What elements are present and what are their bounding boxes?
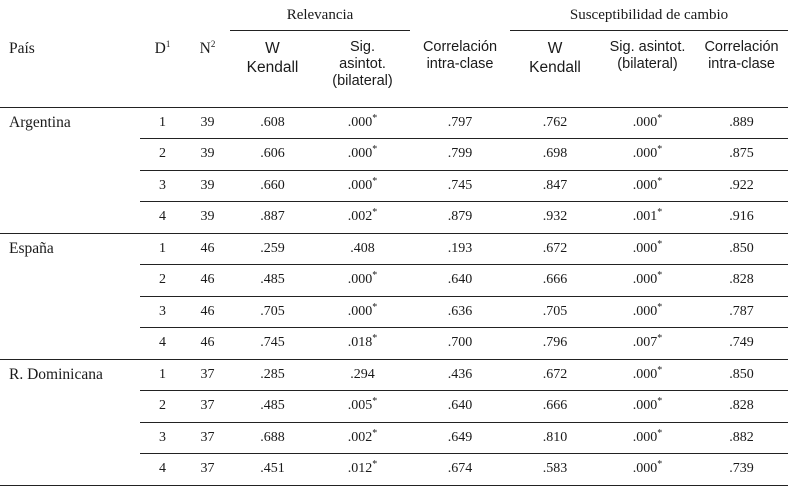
cell-w-kendall-susceptibilidad <box>510 454 600 486</box>
cell-d <box>140 233 185 265</box>
cell-correlacion-susceptibilidad-value: .922 <box>729 177 754 193</box>
cell-sig-susceptibilidad-value: .000 <box>632 146 658 162</box>
cell-correlacion-relevancia-value: .700 <box>447 335 473 351</box>
cell-correlacion-relevancia <box>410 328 510 360</box>
significance-marker: * <box>657 427 663 439</box>
cell-correlacion-relevancia <box>410 233 510 265</box>
cell-sig-susceptibilidad-value: .000 <box>632 272 658 288</box>
cell-n-value: 39 <box>200 209 215 225</box>
cell-correlacion-relevancia-value: .745 <box>447 177 473 193</box>
cell-w-kendall-relevancia-value: .608 <box>260 114 285 130</box>
cell-d-value: 1 <box>159 114 166 130</box>
cell-n <box>185 328 230 360</box>
cell-w-kendall-susceptibilidad <box>510 107 600 139</box>
cell-correlacion-susceptibilidad <box>695 328 788 360</box>
cell-sig-relevancia-value: .000 <box>347 272 373 288</box>
cell-sig-relevancia <box>315 202 410 234</box>
cell-correlacion-susceptibilidad-value: .916 <box>729 209 754 225</box>
cell-pais-value: Argentina <box>9 114 71 131</box>
cell-sig-susceptibilidad <box>600 139 695 171</box>
cell-d-value: 3 <box>159 177 166 193</box>
cell-n-value: 39 <box>200 146 215 162</box>
cell-correlacion-relevancia <box>410 391 510 423</box>
cell-d-value: 2 <box>159 146 166 162</box>
cell-sig-relevancia <box>315 391 410 423</box>
cell-correlacion-susceptibilidad <box>695 359 788 391</box>
table-row <box>0 233 788 265</box>
cell-correlacion-relevancia <box>410 359 510 391</box>
cell-n-value: 46 <box>200 303 215 319</box>
cell-sig-relevancia <box>315 422 410 454</box>
cell-d <box>140 265 185 297</box>
cell-sig-relevancia-value: .018 <box>347 335 373 351</box>
cell-correlacion-susceptibilidad <box>695 422 788 454</box>
significance-marker: * <box>372 427 378 439</box>
cell-d-value: 1 <box>159 240 166 256</box>
cell-sig-susceptibilidad-value: .000 <box>632 303 658 319</box>
cell-correlacion-susceptibilidad <box>695 170 788 202</box>
cell-correlacion-relevancia-value: .674 <box>447 461 473 477</box>
cell-d <box>140 107 185 139</box>
cell-n <box>185 202 230 234</box>
cell-pais <box>0 391 140 423</box>
cell-n-value: 37 <box>200 429 215 445</box>
cell-w-kendall-relevancia <box>230 328 315 360</box>
table-body <box>0 107 788 485</box>
header-correlacion-relevancia: Correlación intra-clase <box>410 31 510 108</box>
significance-marker: * <box>372 175 378 187</box>
cell-sig-susceptibilidad <box>600 454 695 486</box>
cell-w-kendall-relevancia-value: .745 <box>260 335 285 351</box>
cell-n-value: 46 <box>200 272 215 288</box>
cell-correlacion-susceptibilidad <box>695 139 788 171</box>
cell-w-kendall-susceptibilidad <box>510 328 600 360</box>
cell-w-kendall-susceptibilidad <box>510 202 600 234</box>
cell-d-value: 4 <box>159 209 166 225</box>
cell-w-kendall-susceptibilidad-value: .666 <box>542 272 568 288</box>
cell-sig-relevancia-value: .294 <box>350 366 375 382</box>
cell-w-kendall-susceptibilidad <box>510 422 600 454</box>
cell-pais-value: R. Dominicana <box>9 366 103 383</box>
cell-sig-susceptibilidad-value: .000 <box>632 177 658 193</box>
cell-pais <box>0 422 140 454</box>
cell-n-value: 39 <box>200 177 215 193</box>
cell-sig-relevancia-value: .002 <box>347 209 373 225</box>
significance-marker: * <box>657 396 663 408</box>
cell-pais <box>0 265 140 297</box>
cell-pais <box>0 454 140 486</box>
cell-correlacion-susceptibilidad-value: .850 <box>729 366 754 382</box>
cell-sig-relevancia <box>315 359 410 391</box>
cell-d-value: 3 <box>159 429 166 445</box>
significance-marker: * <box>657 112 663 124</box>
significance-marker: * <box>657 175 663 187</box>
header-w-kendall-relevancia: W Kendall <box>230 31 315 108</box>
table-row <box>0 391 788 423</box>
table-row <box>0 170 788 202</box>
cell-correlacion-relevancia-value: .649 <box>447 429 473 445</box>
group-header-row <box>0 0 788 31</box>
cell-sig-susceptibilidad-value: .000 <box>632 366 658 382</box>
cell-n <box>185 107 230 139</box>
cell-d-value: 2 <box>159 272 166 288</box>
group-header-susceptibilidad: Susceptibilidad de cambio <box>510 0 788 31</box>
cell-correlacion-susceptibilidad <box>695 454 788 486</box>
significance-marker: * <box>372 459 378 471</box>
cell-sig-susceptibilidad-value: .000 <box>632 429 658 445</box>
cell-d <box>140 328 185 360</box>
cell-sig-susceptibilidad <box>600 391 695 423</box>
significance-marker: * <box>372 333 378 345</box>
significance-marker: * <box>372 112 378 124</box>
cell-sig-relevancia <box>315 296 410 328</box>
cell-sig-susceptibilidad-value: .000 <box>632 240 658 256</box>
cell-sig-relevancia <box>315 328 410 360</box>
cell-sig-susceptibilidad-value: .007 <box>632 335 658 351</box>
table-row <box>0 107 788 139</box>
cell-sig-susceptibilidad <box>600 328 695 360</box>
cell-sig-susceptibilidad <box>600 170 695 202</box>
cell-w-kendall-relevancia-value: .485 <box>260 272 285 288</box>
cell-n-value: 37 <box>200 366 215 382</box>
cell-correlacion-relevancia-value: .193 <box>447 240 473 256</box>
column-header-row <box>0 31 788 108</box>
cell-n <box>185 391 230 423</box>
cell-pais <box>0 107 140 139</box>
cell-w-kendall-susceptibilidad-value: .847 <box>542 177 568 193</box>
cell-w-kendall-susceptibilidad-value: .672 <box>542 366 568 382</box>
cell-w-kendall-relevancia <box>230 170 315 202</box>
cell-correlacion-relevancia <box>410 265 510 297</box>
cell-w-kendall-relevancia-value: .485 <box>260 398 285 414</box>
cell-w-kendall-relevancia-value: .259 <box>260 240 285 256</box>
cell-correlacion-relevancia-value: .799 <box>447 146 473 162</box>
cell-w-kendall-relevancia <box>230 233 315 265</box>
significance-marker: * <box>657 459 663 471</box>
cell-correlacion-susceptibilidad-value: .787 <box>729 303 754 319</box>
cell-correlacion-relevancia-value: .797 <box>447 114 473 130</box>
cell-d <box>140 139 185 171</box>
table-row <box>0 202 788 234</box>
header-sig-relevancia: Sig. asintot. (bilateral) <box>315 31 410 108</box>
cell-pais <box>0 170 140 202</box>
header-sig-susceptibilidad: Sig. asintot. (bilateral) <box>600 31 695 108</box>
cell-sig-relevancia <box>315 233 410 265</box>
significance-marker: * <box>372 301 378 313</box>
cell-d <box>140 359 185 391</box>
cell-sig-relevancia-value: .000 <box>347 146 373 162</box>
cell-sig-susceptibilidad <box>600 107 695 139</box>
cell-correlacion-relevancia <box>410 107 510 139</box>
cell-n <box>185 296 230 328</box>
cell-sig-susceptibilidad <box>600 233 695 265</box>
cell-correlacion-susceptibilidad-value: .828 <box>729 272 754 288</box>
cell-n <box>185 233 230 265</box>
cell-pais <box>0 233 140 265</box>
table-row <box>0 296 788 328</box>
cell-correlacion-susceptibilidad-value: .889 <box>729 114 754 130</box>
cell-sig-relevancia <box>315 170 410 202</box>
cell-w-kendall-relevancia <box>230 296 315 328</box>
table-row <box>0 359 788 391</box>
group-header-spacer <box>0 0 230 31</box>
significance-marker: * <box>657 207 663 219</box>
cell-w-kendall-relevancia-value: .705 <box>260 303 285 319</box>
cell-w-kendall-relevancia-value: .660 <box>260 177 285 193</box>
cell-w-kendall-relevancia <box>230 139 315 171</box>
cell-correlacion-susceptibilidad-value: .749 <box>729 335 754 351</box>
cell-pais <box>0 139 140 171</box>
cell-d-value: 3 <box>159 303 166 319</box>
cell-d-value: 1 <box>159 366 166 382</box>
cell-w-kendall-relevancia <box>230 422 315 454</box>
cell-n-value: 37 <box>200 398 215 414</box>
significance-marker: * <box>372 270 378 282</box>
cell-sig-susceptibilidad <box>600 265 695 297</box>
cell-correlacion-relevancia <box>410 422 510 454</box>
significance-marker: * <box>657 270 663 282</box>
cell-sig-relevancia <box>315 107 410 139</box>
cell-w-kendall-relevancia <box>230 454 315 486</box>
cell-w-kendall-relevancia <box>230 391 315 423</box>
cell-sig-susceptibilidad <box>600 202 695 234</box>
cell-w-kendall-relevancia <box>230 107 315 139</box>
table-row <box>0 454 788 486</box>
header-w-kendall-susceptibilidad: W Kendall <box>510 31 600 108</box>
cell-pais <box>0 296 140 328</box>
header-pais: País <box>0 31 140 108</box>
cell-w-kendall-relevancia-value: .688 <box>260 429 285 445</box>
cell-correlacion-relevancia <box>410 170 510 202</box>
cell-sig-susceptibilidad-value: .000 <box>632 398 658 414</box>
cell-correlacion-susceptibilidad <box>695 265 788 297</box>
cell-w-kendall-relevancia <box>230 359 315 391</box>
cell-sig-relevancia-value: .000 <box>347 114 373 130</box>
cell-d-value: 4 <box>159 461 166 477</box>
cell-n <box>185 139 230 171</box>
cell-sig-relevancia <box>315 454 410 486</box>
cell-n <box>185 170 230 202</box>
cell-w-kendall-susceptibilidad-value: .796 <box>542 335 568 351</box>
significance-marker: * <box>657 238 663 250</box>
cell-w-kendall-relevancia-value: .887 <box>260 209 285 225</box>
table-row <box>0 422 788 454</box>
cell-d <box>140 391 185 423</box>
cell-pais <box>0 328 140 360</box>
cell-correlacion-relevancia-value: .879 <box>447 209 473 225</box>
header-d: $D^1$ <box>140 31 185 108</box>
significance-marker: * <box>657 144 663 156</box>
cell-sig-relevancia <box>315 265 410 297</box>
cell-correlacion-relevancia <box>410 454 510 486</box>
cell-w-kendall-susceptibilidad-value: .583 <box>542 461 568 477</box>
cell-w-kendall-susceptibilidad-value: .672 <box>542 240 568 256</box>
cell-sig-susceptibilidad <box>600 296 695 328</box>
header-correlacion-susceptibilidad: Correlación intra-clase <box>695 31 788 108</box>
cell-correlacion-susceptibilidad-value: .850 <box>729 240 754 256</box>
group-header-gap <box>410 0 510 31</box>
cell-w-kendall-relevancia <box>230 265 315 297</box>
cell-correlacion-susceptibilidad <box>695 296 788 328</box>
significance-marker: * <box>372 396 378 408</box>
cell-correlacion-relevancia-value: .636 <box>447 303 473 319</box>
cell-sig-relevancia-value: .000 <box>347 177 373 193</box>
cell-d-value: 4 <box>159 335 166 351</box>
cell-correlacion-relevancia-value: .640 <box>447 398 473 414</box>
cell-sig-susceptibilidad-value: .000 <box>632 461 658 477</box>
cell-pais <box>0 202 140 234</box>
significance-marker: * <box>657 333 663 345</box>
table-row <box>0 265 788 297</box>
cell-w-kendall-susceptibilidad <box>510 233 600 265</box>
cell-w-kendall-susceptibilidad <box>510 139 600 171</box>
cell-sig-relevancia-value: .408 <box>350 240 375 256</box>
cell-correlacion-relevancia <box>410 202 510 234</box>
cell-pais <box>0 359 140 391</box>
cell-correlacion-susceptibilidad <box>695 233 788 265</box>
cell-w-kendall-susceptibilidad-value: .698 <box>542 146 568 162</box>
cell-w-kendall-relevancia <box>230 202 315 234</box>
cell-sig-susceptibilidad <box>600 422 695 454</box>
cell-correlacion-susceptibilidad-value: .875 <box>729 146 754 162</box>
cell-n <box>185 454 230 486</box>
cell-sig-relevancia-value: .000 <box>347 303 373 319</box>
cell-correlacion-relevancia <box>410 296 510 328</box>
table-row <box>0 328 788 360</box>
cell-w-kendall-susceptibilidad <box>510 391 600 423</box>
header-n: $N^2$ <box>185 31 230 108</box>
cell-d <box>140 454 185 486</box>
cell-d <box>140 296 185 328</box>
cell-w-kendall-susceptibilidad-value: .666 <box>542 398 568 414</box>
cell-w-kendall-susceptibilidad <box>510 296 600 328</box>
cell-correlacion-susceptibilidad <box>695 202 788 234</box>
cell-n-value: 46 <box>200 335 215 351</box>
cell-sig-relevancia <box>315 139 410 171</box>
significance-marker: * <box>657 364 663 376</box>
cell-n <box>185 422 230 454</box>
cell-pais-value: España <box>9 240 54 257</box>
cell-w-kendall-susceptibilidad <box>510 170 600 202</box>
cell-correlacion-relevancia <box>410 139 510 171</box>
cell-w-kendall-susceptibilidad-value: .705 <box>542 303 568 319</box>
cell-n-value: 39 <box>200 114 215 130</box>
cell-correlacion-susceptibilidad <box>695 107 788 139</box>
cell-n <box>185 359 230 391</box>
cell-d <box>140 422 185 454</box>
cell-sig-relevancia-value: .002 <box>347 429 373 445</box>
cell-w-kendall-susceptibilidad-value: .810 <box>542 429 568 445</box>
table-row <box>0 139 788 171</box>
cell-correlacion-relevancia-value: .640 <box>447 272 473 288</box>
cell-d-value: 2 <box>159 398 166 414</box>
cell-w-kendall-relevancia-value: .451 <box>260 461 285 477</box>
significance-marker: * <box>657 301 663 313</box>
cell-d <box>140 202 185 234</box>
cell-sig-susceptibilidad-value: .000 <box>632 114 658 130</box>
cell-w-kendall-relevancia-value: .285 <box>260 366 285 382</box>
cell-correlacion-susceptibilidad-value: .882 <box>729 429 754 445</box>
cell-n <box>185 265 230 297</box>
cell-sig-relevancia-value: .005 <box>347 398 373 414</box>
cell-correlacion-susceptibilidad <box>695 391 788 423</box>
cell-sig-susceptibilidad-value: .001 <box>632 209 658 225</box>
cell-w-kendall-susceptibilidad <box>510 265 600 297</box>
cell-correlacion-relevancia-value: .436 <box>447 366 473 382</box>
cell-n-value: 37 <box>200 461 215 477</box>
cell-sig-susceptibilidad <box>600 359 695 391</box>
cell-w-kendall-susceptibilidad-value: .932 <box>542 209 568 225</box>
group-header-relevancia: Relevancia <box>230 0 410 31</box>
cell-sig-relevancia-value: .012 <box>347 461 373 477</box>
significance-marker: * <box>372 144 378 156</box>
cell-w-kendall-relevancia-value: .606 <box>260 146 285 162</box>
cell-correlacion-susceptibilidad-value: .828 <box>729 398 754 414</box>
cell-w-kendall-susceptibilidad <box>510 359 600 391</box>
cell-correlacion-susceptibilidad-value: .739 <box>729 461 754 477</box>
cell-n-value: 46 <box>200 240 215 256</box>
significance-marker: * <box>372 207 378 219</box>
cell-d <box>140 170 185 202</box>
cell-w-kendall-susceptibilidad-value: .762 <box>542 114 568 130</box>
